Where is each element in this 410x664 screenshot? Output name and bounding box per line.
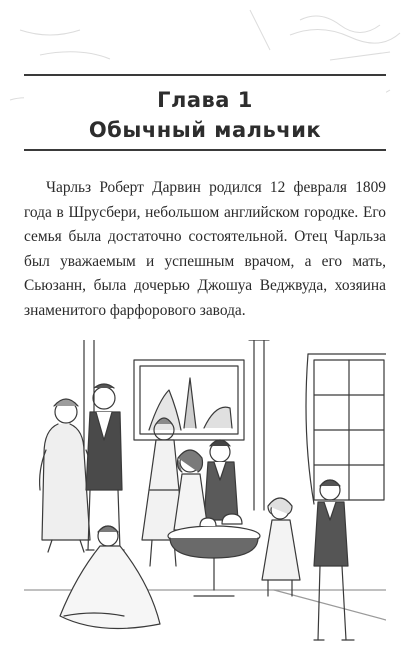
heading-top-rule (24, 74, 386, 76)
heading-bottom-rule (24, 149, 386, 151)
chapter-label: Глава 1 (157, 88, 253, 112)
body-paragraph: Чарльз Роберт Дарвин родился 12 февраля 1809 года в Шрусбери, небольшом английском городке. Его семья была достаточно состоятельной. Отец Чарльза был уважаемым и успешным врачом, а его мать, Сьюзанн, была дочерью Джошуа Веджвуда, хозяина знаменитого фарфорового завода. (24, 179, 386, 319)
chapter-heading (24, 80, 386, 148)
family-illustration (24, 340, 386, 658)
chapter-title: Обычный мальчик (88, 118, 322, 142)
